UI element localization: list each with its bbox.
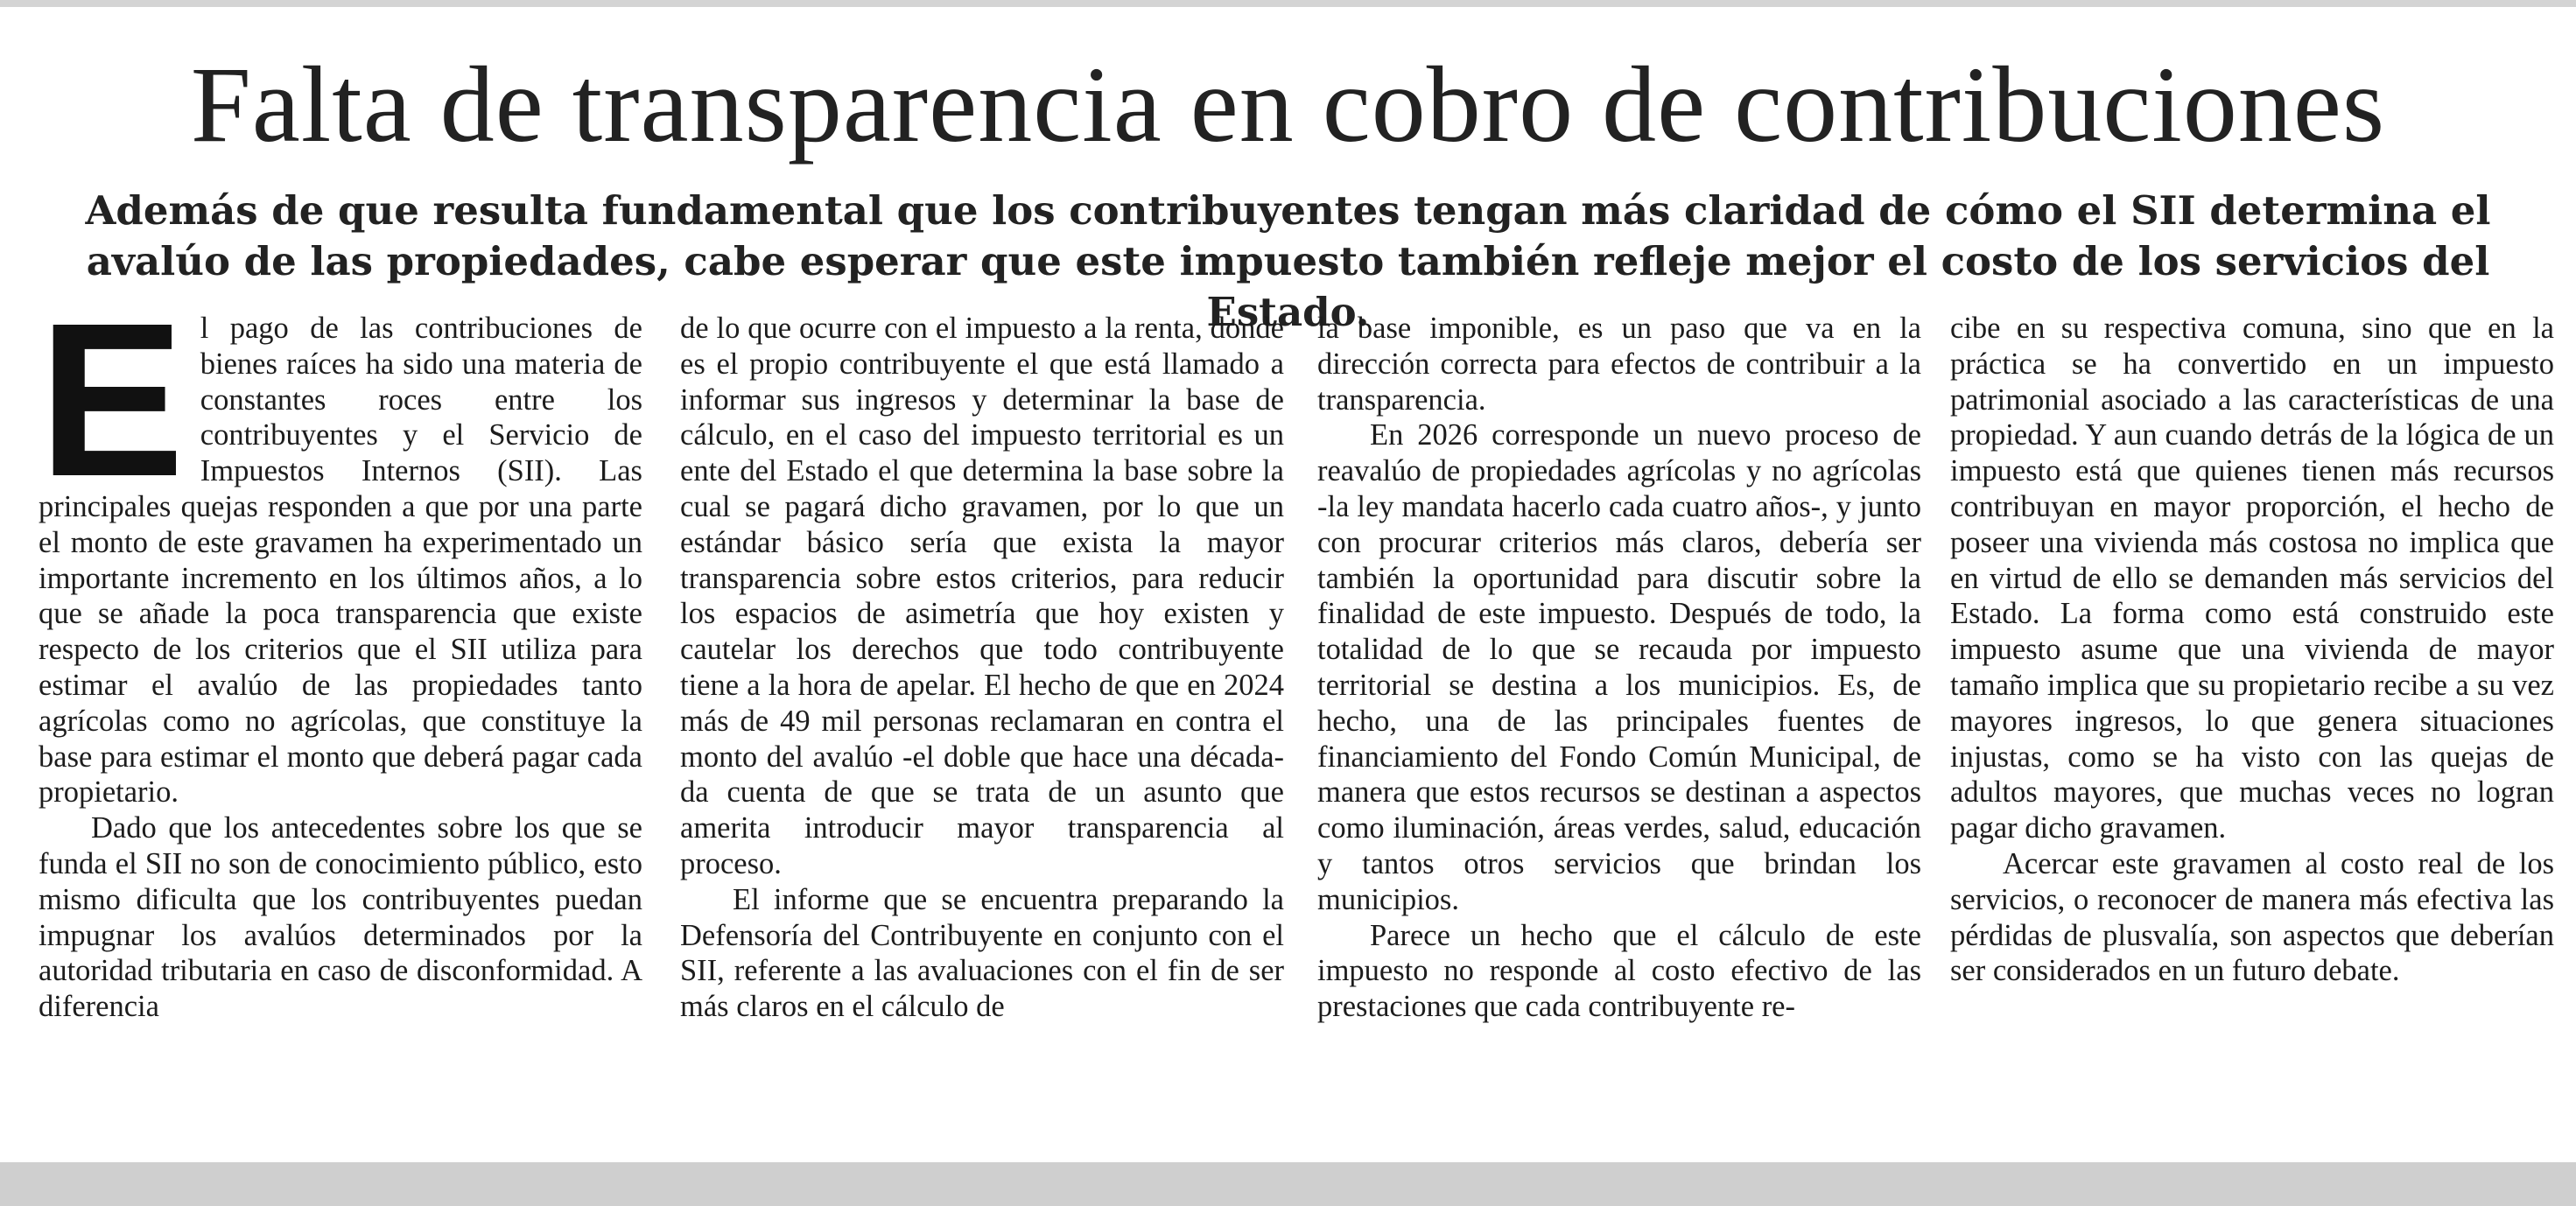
paragraph: cibe en su respectiva comuna, sino que en la práctica se ha convertido en un impuesto patrimonial asociado a las características de una propiedad. Y aun cuando detrás de la lógica de un impuesto está que quienes tienen más recursos contribuyan en mayor proporción, el hecho de poseer una vivienda más costosa no implica que en virtud de ello se demanden más servicios del Estado. La forma como está construido este impuesto asume que una vivienda de mayor tamaño implica que su propietario recibe a su vez mayores ingresos, lo que genera situaciones injustas, como se ha visto con las quejas de adultos mayores, que muchas veces no logran pagar dicho gravamen. <box>1950 312 2554 845</box>
paragraph: la base imponible, es un paso que va en la dirección correcta para efectos de contribuir a la transparencia. <box>1317 312 1921 417</box>
column-1 <box>39 311 642 1133</box>
paragraph: El informe que se encuentra preparando la Defensoría del Contribuyente en conjunto con el SII, referente a las avaluaciones con el fin de ser más claros en el cálculo de <box>680 882 1284 1024</box>
paragraph: de lo que ocurre con el impuesto a la renta, donde es el propio contribuyente el que está llamado a informar sus ingresos y determinar la base de cálculo, en el caso del impuesto territorial es un ente del Estado el que determina la base sobre la cual se pagará dicho gravamen, por lo que un estándar básico sería que exista la mayor transparencia sobre estos criterios, para reducir los espacios de asimetría que hoy existen y cautelar los derechos que todo contribuyente tiene a la hora de apelar. El hecho de que en 2024 más de 49 mil personas reclamaran en contra el monto del avalúo -el doble que hace una década- da cuenta de que se trata de un asunto que amerita introducir mayor transparencia al proceso. <box>680 312 1284 880</box>
column-4 <box>1950 311 2554 1133</box>
paragraph-text: l pago de las contribuciones de bienes raíces ha sido una materia de constantes roces entre los contribuyentes y el Servicio de Impuestos Internos (SII). Las principales quejas responden a que por una parte el monto de este gravamen ha experimentado un importante incremento en los últimos años, a lo que se añade la poca transparencia que existe respecto de los criterios que el SII utiliza para estimar el avalúo de las propiedades tanto agrícolas como no agrícolas, que constituye la base para estimar el monto que deberá pagar cada propietario. <box>39 312 642 810</box>
column-2 <box>680 311 1284 1133</box>
top-border <box>0 0 2576 7</box>
deck: Además de que resulta fundamental que los contribuyentes tengan más claridad de cómo el SII determina el avalúo de las propiedades, cabe esperar que este impuesto también refleje mejor el costo de los servicios del Estado. <box>85 187 2491 335</box>
headline: Falta de transparencia en cobro de contribuciones <box>190 45 2386 165</box>
paragraph: Acercar este gravamen al costo real de los servicios, o reconocer de manera más efectiva las pérdidas de plusvalía, son aspectos que deberían ser considerados en un futuro debate. <box>1950 846 2554 988</box>
paragraph: En 2026 corresponde un nuevo proceso de reavalúo de propiedades agrícolas y no agrícolas -la ley mandata hacerlo cada cuatro años-, y junto con procurar criterios más claros, debería ser también la oportunidad para discutir sobre la finalidad de este impuesto. Después de todo, la totalidad de lo que se recauda por impuesto territorial se destina a los municipios. Es, de hecho, una de las principales fuentes de financiamiento del Fondo Común Municipal, de manera que estos recursos se destinan a aspectos como iluminación, áreas verdes, salud, educación y tantos otros servicios que brindan los municipios. <box>1317 418 1921 916</box>
bottom-border <box>0 1162 2576 1206</box>
paragraph: Parece un hecho que el cálculo de este impuesto no responde al costo efectivo de las prestaciones que cada contribuyente re- <box>1317 918 1921 1024</box>
drop-cap: E <box>39 311 185 522</box>
column-3 <box>1317 311 1921 1133</box>
paragraph: Dado que los antecedentes sobre los que se funda el SII no son de conocimiento público, esto mismo dificulta que los contribuyentes puedan impugnar los avalúos determinados por la autoridad tributaria en caso de disconformidad. A diferencia <box>39 811 642 1024</box>
paragraph <box>39 311 642 810</box>
